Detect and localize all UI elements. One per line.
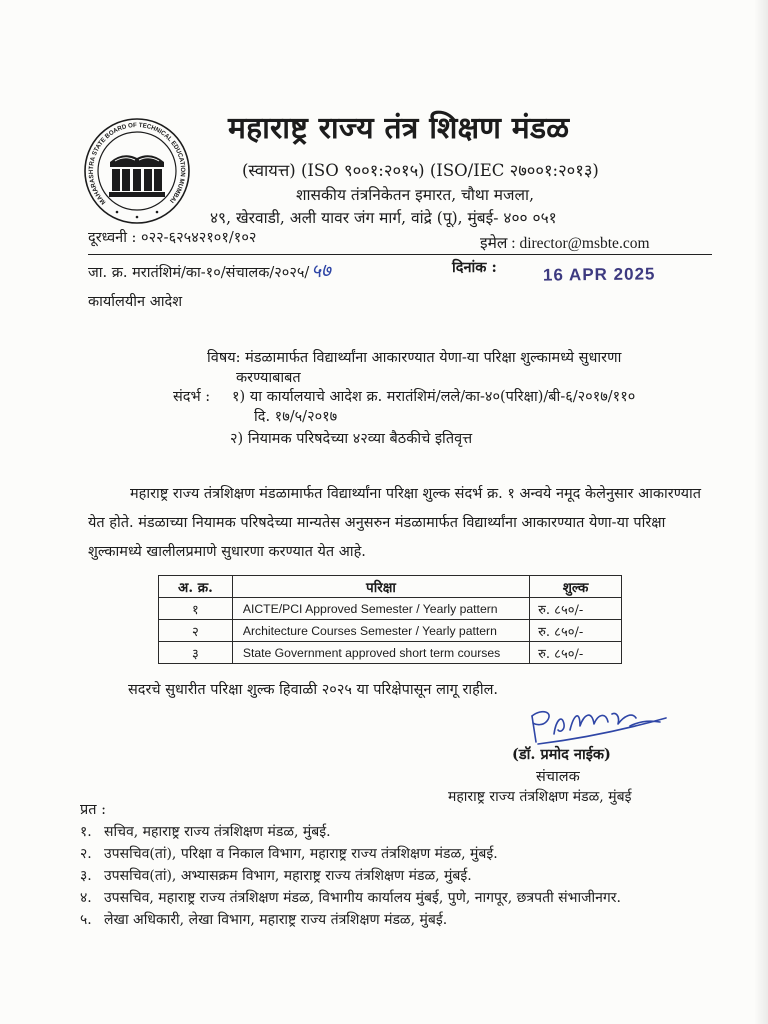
body-paragraph: महाराष्ट्र राज्य तंत्रशिक्षण मंडळामार्फत विद्यार्थ्यांना परिक्षा शुल्क संदर्भ क्र. १ अन्वये नमूद केलेनुसार आकारण्यात येत होते. मंडळाच्या नियामक परिषदेच्या मान्यतेस अनुसरुन मंडळामार्फत विद्यार्थ्यांना आकारण्यात येणा-या परिक्षा शुल्कामध्ये खालीलप्रमाणे सुधारणा करण्यात येत आहे. (88, 486, 702, 560)
subject-text: मंडळामार्फत विद्यार्थ्यांना आकारण्यात येणा-या परिक्षा शुल्कामध्ये सुधारणा (245, 350, 622, 366)
cell-exam: AICTE/PCI Approved Semester / Yearly pattern (232, 598, 529, 620)
signature-scribble (520, 700, 670, 750)
list-item-number: ५. (80, 912, 92, 928)
reference-item-1 (232, 386, 635, 406)
scan-edge-shadow (754, 0, 768, 1024)
letterhead-divider (88, 254, 712, 255)
outward-number-printed: जा. क्र. मरातंशिमं/का-१०/संचालक/२०२५/ (88, 265, 310, 281)
copy-to-list (80, 821, 740, 931)
cell-fee: रु. ८५०/- (530, 642, 622, 664)
list-item-text: लेखा अधिकारी, लेखा विभाग, महाराष्ट्र राज्य तंत्रशिक्षण मंडळ, मुंबई. (104, 912, 448, 928)
cell-fee: रु. ८५०/- (530, 598, 622, 620)
subject-line-1 (207, 347, 621, 367)
list-item-text: उपसचिव(तां), परिक्षा व निकाल विभाग, महाराष्ट्र राज्य तंत्रशिक्षण मंडळ, मुंबई. (104, 846, 498, 862)
column-header-exam: परिक्षा (232, 576, 529, 598)
seal-dot (116, 211, 119, 214)
seal-ring-text: MAHARASHTRA STATE BOARD OF TECHNICAL EDUCATION MUMBAI (87, 121, 187, 206)
list-item (80, 865, 740, 887)
list-item-text: उपसचिव(तां), अभ्यासक्रम विभाग, महाराष्ट्र राज्य तंत्रशिक्षण मंडळ, मुंबई. (104, 868, 472, 884)
fee-table (158, 575, 622, 664)
open-book-icon (109, 155, 165, 197)
order-title: कार्यालयीन आदेश (88, 294, 183, 310)
seal-dot (136, 216, 139, 219)
subject-line-2: करण्याबाबत (236, 370, 301, 386)
organization-name: महाराष्ट्र राज्य तंत्र शिक्षण मंडळ (228, 111, 570, 146)
outward-number-handwritten: ५७ (310, 259, 332, 283)
signatory-designation: संचालक (536, 769, 580, 785)
address-line-2: ४९, खेरवाडी, अली यावर जंग मार्ग, वांद्रे (पू), मुंबई- ४०० ०५१ (210, 209, 557, 227)
email-address: इमेल : director@msbte.com (480, 235, 650, 252)
subject-label: विषय: (207, 350, 241, 366)
cell-serial: २ (159, 620, 233, 642)
outward-number (88, 257, 331, 283)
phone-number: दूरध्वनी : ०२२-६२५४२१०१/१०२ (88, 230, 257, 246)
list-item-number: ३. (80, 868, 92, 884)
cell-fee: रु. ८५०/- (530, 620, 622, 642)
cell-exam: State Government approved short term courses (232, 642, 529, 664)
cell-serial: ३ (159, 642, 233, 664)
cell-exam: Architecture Courses Semester / Yearly pattern (232, 620, 529, 642)
cell-serial: १ (159, 598, 233, 620)
table-row (159, 642, 622, 664)
effective-note: सदरचे सुधारीत परिक्षा शुल्क हिवाळी २०२५ या परिक्षेपासून लागू राहील. (128, 682, 499, 698)
msbte-seal-icon (82, 116, 192, 226)
date-label: दिनांक : (452, 259, 497, 276)
list-item-number: ४. (80, 890, 92, 906)
list-item (80, 821, 740, 843)
copy-to-label: प्रत : (80, 802, 107, 818)
table-row (159, 598, 622, 620)
table-header-row (159, 576, 622, 598)
list-item (80, 909, 740, 931)
reference-marker: २) (230, 431, 244, 447)
list-item (80, 843, 740, 865)
signatory-organization: महाराष्ट्र राज्य तंत्रशिक्षण मंडळ, मुंबई (448, 789, 632, 805)
column-header-serial: अ. क्र. (159, 576, 233, 598)
list-item-number: २. (80, 846, 92, 862)
address-line-1: शासकीय तंत्रनिकेतन इमारत, चौथा मजला, (296, 186, 534, 204)
table-row (159, 620, 622, 642)
references-label: संदर्भ : (173, 389, 211, 405)
list-item (80, 887, 740, 909)
column-header-fee: शुल्क (530, 576, 622, 598)
signatory-name: (डॉ. प्रमोद नाईक) (512, 746, 611, 763)
list-item-number: १. (80, 824, 92, 840)
list-item-text: उपसचिव, महाराष्ट्र राज्य तंत्रशिक्षण मंडळ, विभागीय कार्यालय मुंबई, पुणे, नागपूर, छत्रपती संभाजीनगर. (104, 890, 621, 906)
list-item-text: सचिव, महाराष्ट्र राज्य तंत्रशिक्षण मंडळ, मुंबई. (104, 824, 331, 840)
reference-marker: १) (232, 389, 246, 405)
seal-dot (156, 211, 159, 214)
reference-text: नियामक परिषदेच्या ४२व्या बैठकीचे इतिवृत्त (247, 431, 473, 447)
reference-item-2 (230, 428, 472, 448)
reference-item-1-date: दि. १७/५/२०१७ (254, 409, 338, 425)
date-stamp: 16 APR 2025 (542, 264, 656, 285)
reference-text: या कार्यालयाचे आदेश क्र. मरातंशिमं/लले/का-४०(परिक्षा)/बी-६/२०१७/११० (249, 389, 636, 405)
certifications-line: (स्वायत्त) (ISO ९००१:२०१५) (ISO/IEC २७००१:२०१३) (242, 161, 599, 180)
